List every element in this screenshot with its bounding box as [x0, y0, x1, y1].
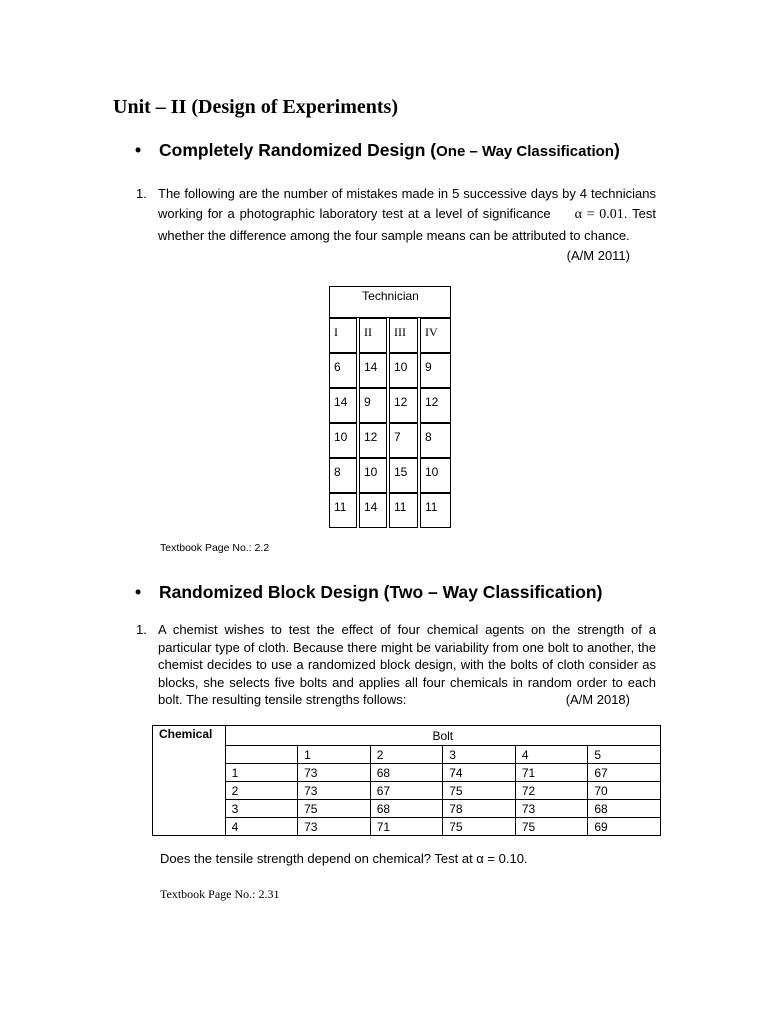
table-row — [329, 423, 451, 458]
table-cell: 73 — [298, 782, 371, 800]
table-cell: 75 — [443, 818, 516, 836]
alpha-expression: α = 0.01 — [574, 207, 624, 223]
table-cell: 14 — [329, 388, 357, 423]
table-cell: 14 — [359, 353, 387, 388]
table-cell: 11 — [329, 493, 357, 528]
table-cell: 10 — [329, 423, 357, 458]
problem-number: 1. — [136, 186, 147, 201]
column-header: IV — [420, 318, 451, 353]
textbook-reference: Textbook Page No.: 2.31 — [160, 887, 280, 901]
heading-sub: One – Way Classification — [436, 143, 614, 160]
table-cell: 75 — [443, 782, 516, 800]
table-cell: 12 — [389, 388, 418, 423]
table-cell: 9 — [420, 353, 451, 388]
page-title: Unit – II (Design of Experiments) — [113, 96, 398, 118]
column-header: I — [329, 318, 357, 353]
row-header: 1 — [225, 764, 298, 782]
table-row — [153, 746, 661, 764]
table-header: Bolt — [225, 726, 660, 746]
table-cell: 73 — [515, 800, 588, 818]
column-header: 4 — [515, 746, 588, 764]
heading-main: Randomized Block Design (Two – Way Classification) — [159, 582, 603, 602]
column-header: 5 — [588, 746, 661, 764]
exam-reference: (A/M 2018) — [565, 692, 630, 708]
table-cell: 68 — [370, 800, 443, 818]
table-cell: 73 — [298, 818, 371, 836]
column-header: 2 — [370, 746, 443, 764]
table-cell: 10 — [420, 458, 451, 493]
table-row — [153, 764, 661, 782]
table-cell: 12 — [359, 423, 387, 458]
table-header: Technician — [329, 286, 451, 318]
table-cell: 74 — [443, 764, 516, 782]
bolt-table — [152, 725, 661, 836]
table-cell: 69 — [588, 818, 661, 836]
table-cell: 8 — [420, 423, 451, 458]
row-group-label: Chemical — [159, 727, 213, 741]
column-header: 1 — [298, 746, 371, 764]
row-header: 4 — [225, 818, 298, 836]
table-cell: 11 — [389, 493, 418, 528]
table-row — [153, 782, 661, 800]
table-row — [153, 818, 661, 836]
table-cell: 7 — [389, 423, 418, 458]
table-cell: 10 — [359, 458, 387, 493]
table-cell: 14 — [359, 493, 387, 528]
bullet-icon: • — [135, 582, 142, 602]
table-cell: 8 — [329, 458, 357, 493]
table-cell: 75 — [515, 818, 588, 836]
problem-text-part2: . Test whether the difference among the four sample means can be attributed to chance. — [158, 206, 656, 243]
bullet-icon: • — [135, 140, 142, 160]
table-cell: 9 — [359, 388, 387, 423]
problem-text-part1: The following are the number of mistakes made in 5 successive days by 4 technicians working for a photographic laboratory test at a level of significance — [158, 186, 656, 222]
table-row — [153, 800, 661, 818]
table-row — [329, 353, 451, 388]
table-cell: 71 — [515, 764, 588, 782]
problem-1-crd — [136, 184, 656, 266]
problem-number: 1. — [136, 622, 147, 637]
table-cell: 71 — [370, 818, 443, 836]
table-cell: 68 — [588, 800, 661, 818]
section-heading-crd — [135, 140, 620, 161]
table-row — [329, 388, 451, 423]
table-cell: 73 — [298, 764, 371, 782]
technician-table — [327, 286, 453, 528]
table-cell: 68 — [370, 764, 443, 782]
exam-reference: (A/M 2011) — [566, 247, 630, 263]
row-header: 3 — [225, 800, 298, 818]
column-header: III — [389, 318, 418, 353]
column-header: 3 — [443, 746, 516, 764]
table-cell: 78 — [443, 800, 516, 818]
heading-main: Completely Randomized Design ( — [159, 140, 437, 160]
row-header: 2 — [225, 782, 298, 800]
table-row — [329, 318, 451, 353]
table-cell: 11 — [420, 493, 451, 528]
table-row — [329, 458, 451, 493]
table-cell: 72 — [515, 782, 588, 800]
table-cell: 12 — [420, 388, 451, 423]
heading-close: ) — [613, 140, 620, 160]
table-cell: 10 — [389, 353, 418, 388]
table-cell: 67 — [370, 782, 443, 800]
table-cell: 70 — [588, 782, 661, 800]
textbook-reference: Textbook Page No.: 2.2 — [160, 542, 270, 554]
table-cell: 67 — [588, 764, 661, 782]
problem-1-rbd — [136, 621, 656, 709]
table-cell: 6 — [329, 353, 357, 388]
question-text: Does the tensile strength depend on chemical? Test at α = 0.10. — [160, 851, 528, 866]
column-header: II — [359, 318, 387, 353]
table-cell: 15 — [389, 458, 418, 493]
table-row — [329, 493, 451, 528]
table-cell: 75 — [298, 800, 371, 818]
problem-text: A chemist wishes to test the effect of four chemical agents on the strength of a particular type of cloth. Because there might be variability from one bolt to another, the chemist decides to use a randomized block design, with the bolts of cloth consider as blocks, she selects five bolts and applies all four chemicals in random order to each bolt. The resulting tensile strengths follows: — [158, 622, 656, 708]
section-heading-rbd — [135, 582, 602, 603]
